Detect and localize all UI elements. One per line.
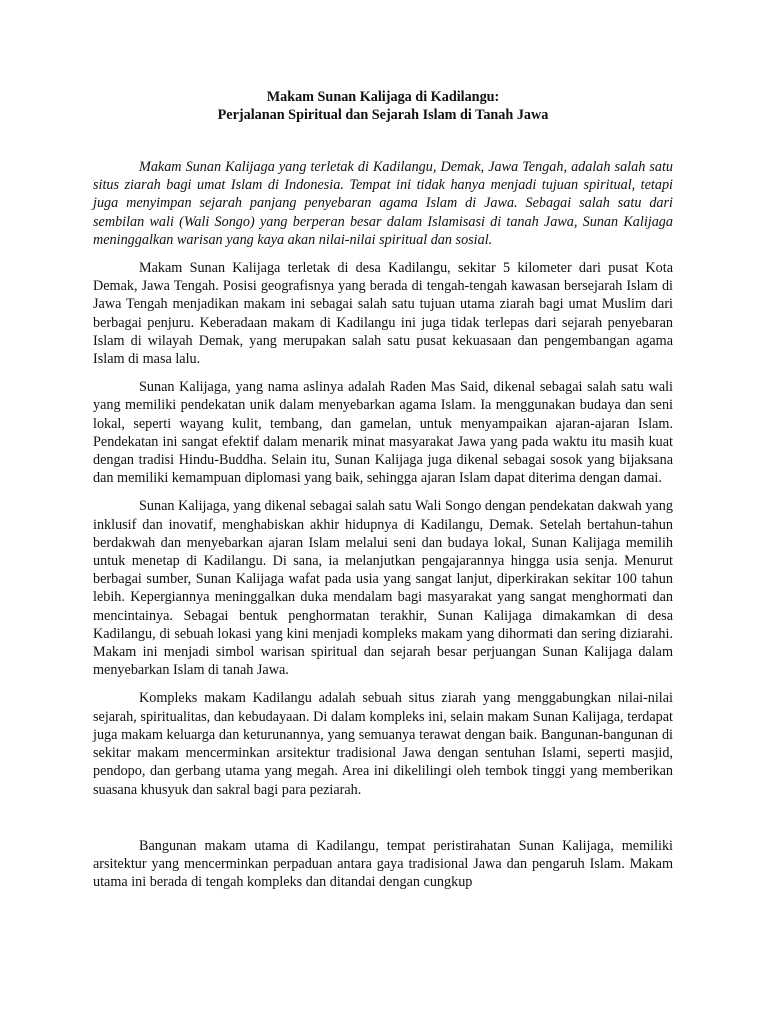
body-paragraph-3: Sunan Kalijaga, yang dikenal sebagai salah satu Wali Songo dengan pendekatan dakwah yang inklusif dan inovatif, menghabiskan akhir hidupnya di Kadilangu, Demak. Setelah bertahun-tahun berdakwah dan menyebarkan ajaran Islam melalui seni dan budaya lokal, Sunan Kalijaga memilih untuk menetap di Kadilangu. Di sana, ia melanjutkan pengajarannya hingga usia senja. Menurut berbagai sumber, Sunan Kalijaga wafat pada usia yang sangat lanjut, diperkirakan sekitar 100 tahun lebih. Kepergiannya meninggalkan duka mendalam bagi masyarakat yang sangat menghormati dan mencintainya. Sebagai bentuk penghormatan terakhir, Sunan Kalijaga dimakamkan di desa Kadilangu, di sebuah lokasi yang kini menjadi kompleks makam yang dihormati dan sering diziarahi. Makam ini menjadi simbol warisan spiritual dan sejarah besar perjuangan Sunan Kalijaga dalam menyebarkan Islam di tanah Jawa.: [93, 498, 673, 679]
document-page: [93, 88, 673, 891]
abstract-paragraph: Makam Sunan Kalijaga yang terletak di Kadilangu, Demak, Jawa Tengah, adalah salah satu situs ziarah bagi umat Islam di Indonesia. Tempat ini tidak hanya menjadi tujuan spiritual, tetapi juga menyimpan sejarah panjang penyebaran agama Islam di Jawa. Sebagai salah satu dari sembilan wali (Wali Songo) yang berperan besar dalam Islamisasi di tanah Jawa, Sunan Kalijaga meninggalkan warisan yang kaya akan nilai-nilai spiritual dan sosial.: [93, 159, 673, 248]
body-paragraph-4: Kompleks makam Kadilangu adalah sebuah situs ziarah yang menggabungkan nilai-nilai sejarah, spiritualitas, dan kebudayaan. Di dalam kompleks ini, selain makam Sunan Kalijaga, terdapat juga makam keluarga dan keturunannya, yang semuanya terawat dengan baik. Bangunan-bangunan di sekitar makam mencerminkan arsitektur tradisional Jawa dengan sentuhan Islami, seperti masjid, pendopo, dan gerbang utama yang megah. Area ini dikelilingi oleh tembok tinggi yang memberikan suasana khusyuk dan sakral bagi para peziarah.: [93, 690, 673, 798]
body-paragraph-1: Makam Sunan Kalijaga terletak di desa Kadilangu, sekitar 5 kilometer dari pusat Kota Demak, Jawa Tengah. Posisi geografisnya yang berada di tengah-tengah kawasan bersejarah Islam di Jawa Tengah menjadikan makam ini sebagai salah satu tujuan utama ziarah bagi umat Muslim dari berbagai penjuru. Keberadaan makam di Kadilangu ini juga tidak terlepas dari sejarah penyebaran Islam di wilayah Demak, yang merupakan salah satu pusat kekuasaan dan pengembangan agama Islam di masa lalu.: [93, 260, 673, 368]
title-line-1: Makam Sunan Kalijaga di Kadilangu:: [266, 89, 500, 105]
body-paragraph-2: Sunan Kalijaga, yang nama aslinya adalah Raden Mas Said, dikenal sebagai salah satu wali yang memiliki pendekatan unik dalam menyebarkan agama Islam. Ia menggunakan budaya dan seni lokal, seperti wayang kulit, tembang, dan gamelan, untuk menyampaikan ajaran-ajaran Islam. Pendekatan ini sangat efektif dalam menarik minat masyarakat Jawa yang pada waktu itu masih kuat dengan tradisi Hindu-Buddha. Selain itu, Sunan Kalijaga juga dikenal sebagai sosok yang bijaksana dan memiliki kemampuan diplomasi yang baik, sehingga ajaran Islam dapat diterima dengan damai.: [93, 379, 673, 487]
document-title: [93, 88, 673, 124]
title-line-2: Perjalanan Spiritual dan Sejarah Islam di Tanah Jawa: [217, 107, 549, 123]
body-paragraph-5: Bangunan makam utama di Kadilangu, tempat peristirahatan Sunan Kalijaga, memiliki arsitektur yang mencerminkan perpaduan antara gaya tradisional Jawa dan pengaruh Islam. Makam utama ini berada di tengah kompleks dan ditandai dengan cungkup: [93, 837, 673, 891]
